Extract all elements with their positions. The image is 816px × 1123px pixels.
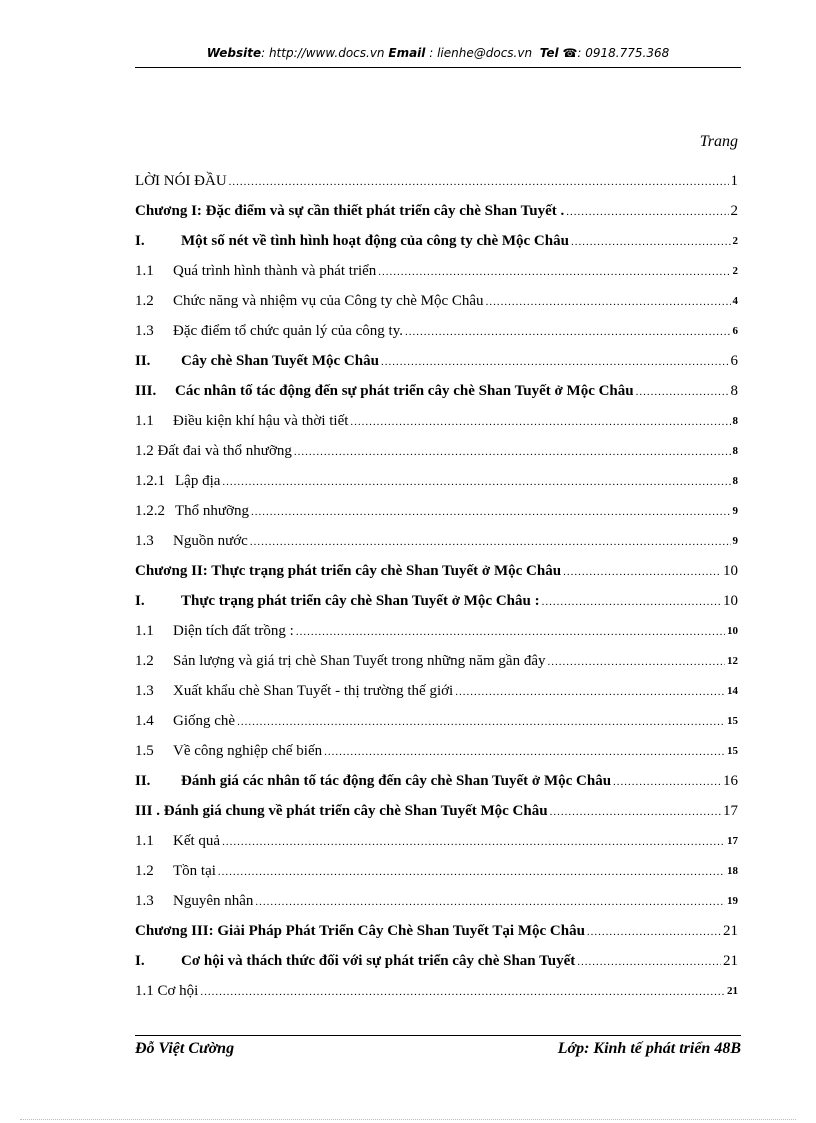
toc-entry-text: 1.2 Đất đai và thổ nhưỡng xyxy=(135,443,292,459)
page-column-heading: Trang xyxy=(699,133,738,150)
toc-page-number: 8 xyxy=(730,383,738,399)
toc-entry-text: Một số nét về tình hình hoạt động của công ty chè Mộc Châu xyxy=(181,233,569,249)
toc-leader-dots xyxy=(405,325,731,340)
toc-leader-dots xyxy=(324,745,725,760)
toc-page-number: 9 xyxy=(732,505,738,517)
header-divider xyxy=(135,67,741,68)
toc-leader-dots xyxy=(587,925,721,940)
toc-entry-label xyxy=(135,172,227,190)
toc-entry-text: Giống chè xyxy=(173,713,236,729)
toc-leader-dots xyxy=(350,415,730,430)
toc-entry-number: 1.2 xyxy=(135,653,154,669)
toc-leader-dots xyxy=(636,385,729,400)
toc-page-number: 6 xyxy=(730,353,738,369)
toc-entry[interactable] xyxy=(135,612,738,642)
toc-entry[interactable] xyxy=(135,672,738,702)
toc-entry-number: 1.2 xyxy=(135,293,154,309)
toc-entry-label xyxy=(135,922,585,940)
toc-page-number: 21 xyxy=(723,923,738,939)
toc-leader-dots xyxy=(542,595,721,610)
toc-page-number: 2 xyxy=(732,235,738,247)
toc-entry-label xyxy=(135,862,216,880)
toc-entry-label xyxy=(135,442,292,460)
toc-entry[interactable] xyxy=(135,732,738,762)
toc-entry[interactable] xyxy=(135,822,738,852)
toc-page-number: 17 xyxy=(723,803,738,819)
toc-page-number: 1 xyxy=(730,173,738,189)
toc-entry-text: Cây chè Shan Tuyết Mộc Châu xyxy=(181,353,379,369)
toc-entry[interactable] xyxy=(135,702,738,732)
toc-leader-dots xyxy=(381,355,729,370)
toc-entry-label xyxy=(135,592,540,610)
toc-entry[interactable] xyxy=(135,192,738,222)
toc-entry-text: Nguồn nước xyxy=(173,533,248,549)
toc-entry-label xyxy=(135,472,220,490)
toc-entry-text: Diện tích đất trồng : xyxy=(173,623,294,639)
toc-entry-label xyxy=(135,382,634,400)
toc-entry[interactable] xyxy=(135,222,738,252)
toc-leader-dots xyxy=(563,565,721,580)
toc-entry[interactable] xyxy=(135,282,738,312)
page-header xyxy=(135,46,741,60)
toc-entry-number: 1.5 xyxy=(135,743,154,759)
toc-leader-dots xyxy=(550,805,721,820)
phone-icon: ☎ xyxy=(562,46,578,60)
toc-entry-label xyxy=(135,532,248,550)
toc-entry-number: 1.3 xyxy=(135,683,154,699)
toc-entry-label xyxy=(135,262,376,280)
toc-leader-dots xyxy=(296,625,725,640)
toc-entry-number: I. xyxy=(135,233,145,249)
toc-entry-text: Sản lượng và giá trị chè Shan Tuyết trong những năm gần đây xyxy=(173,653,546,669)
toc-entry-label xyxy=(135,622,294,640)
toc-leader-dots xyxy=(455,685,725,700)
tel-number: : 0918.775.368 xyxy=(577,46,670,60)
toc-entry-label xyxy=(135,832,220,850)
toc-entry-text: III . Đánh giá chung về phát triển cây chè Shan Tuyết Mộc Châu xyxy=(135,803,548,819)
toc-entry[interactable] xyxy=(135,942,738,972)
toc-page-number: 10 xyxy=(723,563,738,579)
toc-leader-dots xyxy=(250,535,731,550)
toc-entry-number: II. xyxy=(135,773,151,789)
toc-entry[interactable] xyxy=(135,762,738,792)
toc-entry-text: Chương III: Giải Pháp Phát Triển Cây Chè Shan Tuyết Tại Mộc Châu xyxy=(135,923,585,939)
toc-entry[interactable] xyxy=(135,432,738,462)
toc-entry[interactable] xyxy=(135,492,738,522)
toc-page-number: 14 xyxy=(727,685,738,697)
toc-entry-label xyxy=(135,682,453,700)
toc-entry-number: II. xyxy=(135,353,151,369)
toc-leader-dots xyxy=(229,175,729,190)
toc-entry-text: LỜI NÓI ĐẦU xyxy=(135,173,227,189)
email-label: Email xyxy=(388,46,426,60)
toc-entry-text: 1.1 Cơ hội xyxy=(135,983,199,999)
toc-entry[interactable] xyxy=(135,552,738,582)
toc-entry[interactable] xyxy=(135,972,738,1002)
toc-entry-text: Các nhân tố tác động đến sự phát triển cây chè Shan Tuyết ở Mộc Châu xyxy=(175,383,634,399)
toc-entry-label xyxy=(135,742,322,760)
toc-entry-number: I. xyxy=(135,953,145,969)
toc-entry-text: Cơ hội và thách thức đối với sự phát triển cây chè Shan Tuyết xyxy=(181,953,576,969)
toc-entry-label xyxy=(135,982,198,1000)
toc-entry-number: 1.2.1 xyxy=(135,473,165,489)
toc-page-number: 19 xyxy=(727,895,738,907)
toc-entry[interactable] xyxy=(135,792,738,822)
toc-page-number: 10 xyxy=(727,625,738,637)
toc-leader-dots xyxy=(237,715,725,730)
toc-entry[interactable] xyxy=(135,642,738,672)
toc-entry-number: 1.1 xyxy=(135,623,154,639)
toc-entry-label xyxy=(135,502,249,520)
toc-page-number: 17 xyxy=(727,835,738,847)
toc-page-number: 8 xyxy=(732,445,738,457)
toc-entry-number: 1.2 xyxy=(135,863,154,879)
table-of-contents xyxy=(135,162,738,1002)
toc-page-number: 10 xyxy=(723,593,738,609)
toc-entry-label xyxy=(135,772,611,790)
toc-page-number: 18 xyxy=(727,865,738,877)
toc-entry-number: 1.2.2 xyxy=(135,503,165,519)
toc-page-number: 15 xyxy=(727,745,738,757)
toc-page-number: 2 xyxy=(732,265,738,277)
toc-entry-label xyxy=(135,202,564,220)
website-url[interactable]: : http://www.docs.vn xyxy=(261,46,385,60)
toc-entry-text: Đánh giá các nhân tố tác động đến cây chè Shan Tuyết ở Mộc Châu xyxy=(181,773,612,789)
toc-entry[interactable] xyxy=(135,372,738,402)
toc-entry-text: Tồn tại xyxy=(173,863,216,879)
toc-leader-dots xyxy=(294,445,731,460)
toc-entry[interactable] xyxy=(135,852,738,882)
toc-leader-dots xyxy=(547,655,725,670)
toc-entry-text: Chương II: Thực trạng phát triển cây chè Shan Tuyết ở Mộc Châu xyxy=(135,563,562,579)
toc-entry-label xyxy=(135,652,545,670)
toc-page-number: 21 xyxy=(727,985,738,997)
toc-entry-label xyxy=(135,892,253,910)
toc-page-number: 2 xyxy=(730,203,738,219)
toc-leader-dots xyxy=(200,985,725,1000)
toc-entry-number: III. xyxy=(135,383,157,399)
toc-entry[interactable] xyxy=(135,252,738,282)
toc-entry-label xyxy=(135,562,561,580)
toc-entry[interactable] xyxy=(135,522,738,552)
toc-entry-label xyxy=(135,292,484,310)
toc-page-number: 6 xyxy=(732,325,738,337)
toc-entry-text: Đặc điểm tổ chức quản lý của công ty. xyxy=(173,323,403,339)
toc-entry-text: Lập địa xyxy=(175,473,221,489)
footer-divider xyxy=(135,1035,741,1036)
toc-entry-text: Thổ nhưỡng xyxy=(175,503,249,519)
toc-entry[interactable] xyxy=(135,402,738,432)
toc-entry-text: Quá trình hình thành và phát triển xyxy=(173,263,377,279)
toc-entry-text: Chức năng và nhiệm vụ của Công ty chè Mộc Châu xyxy=(173,293,484,309)
toc-entry[interactable] xyxy=(135,342,738,372)
toc-page-number: 8 xyxy=(732,415,738,427)
page-bottom-edge xyxy=(20,1119,796,1120)
toc-entry[interactable] xyxy=(135,912,738,942)
toc-entry-text: Nguyên nhân xyxy=(173,893,254,909)
footer-author: Đỗ Việt Cường xyxy=(135,1040,235,1057)
toc-page-number: 21 xyxy=(723,953,738,969)
toc-page-number: 8 xyxy=(732,475,738,487)
toc-entry-text: Điều kiện khí hậu và thời tiết xyxy=(173,413,349,429)
toc-entry[interactable] xyxy=(135,882,738,912)
toc-entry-text: Xuất khẩu chè Shan Tuyết - thị trường thế giới xyxy=(173,683,454,699)
toc-entry-label xyxy=(135,952,575,970)
toc-leader-dots xyxy=(222,475,730,490)
toc-entry[interactable] xyxy=(135,582,738,612)
toc-entry-text: Thực trạng phát triển cây chè Shan Tuyết ở Mộc Châu : xyxy=(181,593,540,609)
toc-entry-number: 1.1 xyxy=(135,833,154,849)
toc-leader-dots xyxy=(577,955,721,970)
toc-entry[interactable] xyxy=(135,462,738,492)
toc-leader-dots xyxy=(251,505,731,520)
toc-entry-label xyxy=(135,802,548,820)
toc-leader-dots xyxy=(566,205,728,220)
toc-page-number: 12 xyxy=(727,655,738,667)
toc-page-number: 16 xyxy=(723,773,738,789)
toc-page-number: 15 xyxy=(727,715,738,727)
toc-leader-dots xyxy=(222,835,725,850)
toc-entry-label xyxy=(135,352,379,370)
toc-leader-dots xyxy=(613,775,721,790)
toc-entry-text: Chương I: Đặc điểm và sự cần thiết phát triển cây chè Shan Tuyết . xyxy=(135,203,565,219)
toc-entry[interactable] xyxy=(135,312,738,342)
tel-label: Tel xyxy=(539,46,559,60)
toc-entry-label xyxy=(135,322,403,340)
toc-leader-dots xyxy=(378,265,730,280)
footer-class: Lớp: Kinh tế phát triển 48B xyxy=(557,1040,741,1057)
email-address[interactable]: : lienhe@docs.vn xyxy=(429,46,533,60)
toc-entry-number: 1.1 xyxy=(135,263,154,279)
toc-entry-number: 1.3 xyxy=(135,323,154,339)
toc-page-number: 9 xyxy=(732,535,738,547)
toc-leader-dots xyxy=(486,295,731,310)
toc-leader-dots xyxy=(255,895,725,910)
toc-entry-number: 1.3 xyxy=(135,893,154,909)
toc-entry-label xyxy=(135,412,348,430)
toc-page-number: 4 xyxy=(732,295,738,307)
toc-entry-text: Về công nghiệp chế biến xyxy=(173,743,323,759)
toc-entry-label xyxy=(135,712,235,730)
toc-entry[interactable] xyxy=(135,162,738,192)
toc-leader-dots xyxy=(218,865,725,880)
toc-entry-number: 1.4 xyxy=(135,713,154,729)
toc-entry-number: 1.3 xyxy=(135,533,154,549)
toc-entry-text: Kết quả xyxy=(173,833,221,849)
toc-entry-number: I. xyxy=(135,593,145,609)
website-label: Website xyxy=(206,46,262,60)
toc-entry-number: 1.1 xyxy=(135,413,154,429)
toc-entry-label xyxy=(135,232,569,250)
toc-leader-dots xyxy=(571,235,731,250)
